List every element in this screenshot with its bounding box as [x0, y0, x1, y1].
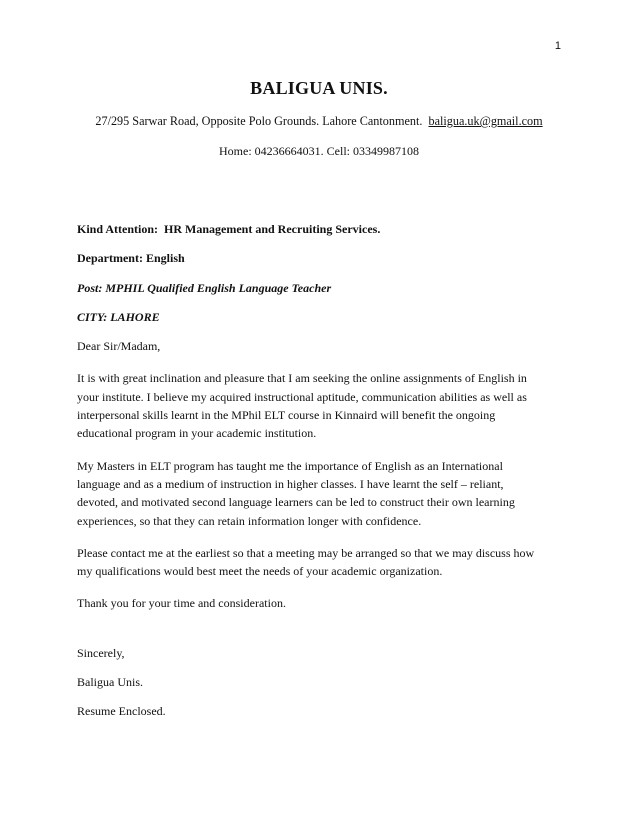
- paragraph-line: educational program in your academic institution.: [77, 426, 317, 441]
- thanks-line: Thank you for your time and consideration.: [77, 596, 286, 611]
- address-text: 27/295 Sarwar Road, Opposite Polo Grounds. Lahore Cantonment.: [95, 114, 423, 128]
- paragraph-line: language and as a medium of instruction in higher classes. I have learnt the self – reliant,: [77, 476, 504, 491]
- paragraph-line: interpersonal skills learnt in the MPhil ELT course in Kinnaird will benefit the ongoing: [77, 408, 496, 423]
- department-line: Department: English: [77, 251, 185, 266]
- closing: Sincerely,: [77, 645, 125, 660]
- letterhead-phones: Home: 04236664031. Cell: 03349987108: [219, 144, 419, 158]
- letter-body: [77, 220, 567, 721]
- paragraph-line: devoted, and motivated second language learners can be led to construct their own learning: [77, 495, 515, 510]
- email-link[interactable]: baligua.uk@gmail.com: [428, 114, 543, 128]
- attention-line: [77, 220, 567, 238]
- letterhead-address-line: [0, 114, 638, 129]
- paragraph-line: It is with great inclination and pleasure that I am seeking the online assignments of English in: [77, 371, 527, 386]
- city-line: CITY: LAHORE: [77, 309, 160, 324]
- attention-label: Kind Attention:: [77, 222, 159, 236]
- paragraph-2: [77, 457, 567, 530]
- paragraph-line: experiences, so that they can retain information longer with confidence.: [77, 513, 422, 528]
- paragraph-line: Please contact me at the earliest so that a meeting may be arranged so that we may discuss how: [77, 545, 535, 560]
- letterhead-name: BALIGUA UNIS.: [250, 78, 388, 98]
- paragraph-line: my qualifications would best meet the needs of your academic organization.: [77, 564, 443, 579]
- signature-name: Baligua Unis.: [77, 675, 143, 690]
- attention-value: HR Management and Recruiting Services.: [164, 222, 381, 236]
- paragraph-line: your institute. I believe my acquired instructional aptitude, communication abilities as well as: [77, 389, 527, 404]
- paragraph-1: [77, 369, 567, 442]
- paragraph-3: [77, 544, 567, 581]
- page-number: 1: [554, 40, 561, 52]
- post-line: Post: MPHIL Qualified English Language Teacher: [77, 280, 332, 295]
- salutation: Dear Sir/Madam,: [77, 339, 161, 354]
- paragraph-line: My Masters in ELT program has taught me the importance of English as an International: [77, 458, 503, 473]
- enclosure-note: Resume Enclosed.: [77, 704, 166, 719]
